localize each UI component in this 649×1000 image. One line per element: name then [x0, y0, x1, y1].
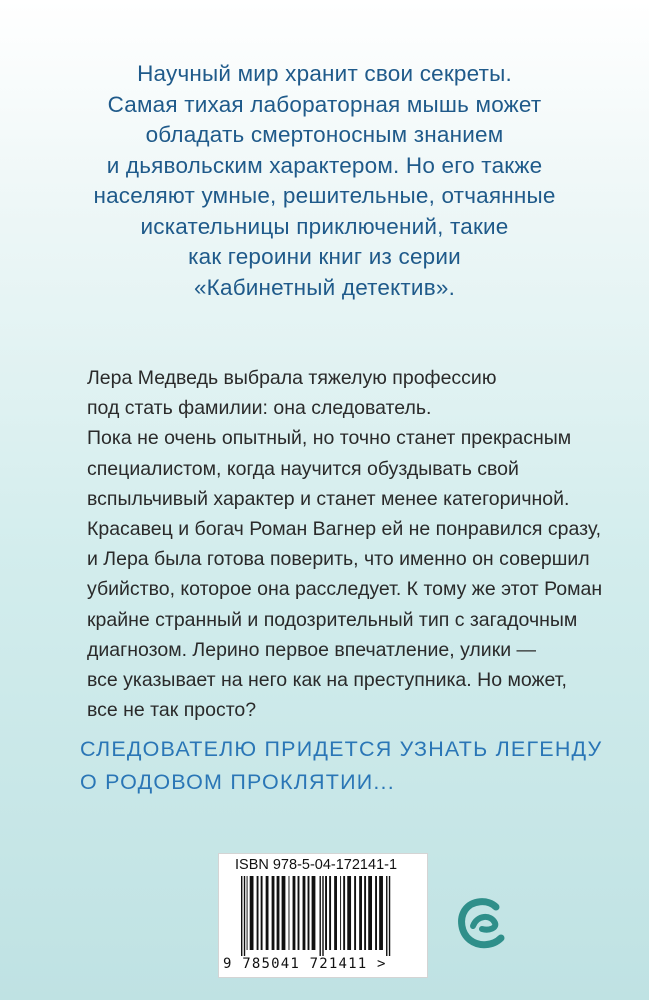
isbn-label: ISBN 978-5-04-172141-1 — [235, 857, 398, 873]
isbn-barcode — [218, 853, 428, 978]
synopsis-line: все не так просто? — [87, 699, 257, 722]
barcode-bar — [277, 876, 280, 950]
barcode-bar — [329, 876, 331, 950]
synopsis-line: Пока не очень опытный, но точно станет прекрасным — [87, 427, 572, 450]
barcode-bar — [250, 876, 254, 950]
barcode-bar — [289, 876, 290, 950]
barcode-bar — [334, 876, 337, 950]
barcode-bar — [244, 876, 245, 956]
barcode-bar — [322, 876, 323, 956]
intro-paragraph — [40, 59, 609, 303]
teaser-line: О РОДОВОМ ПРОКЛЯТИИ... — [80, 770, 395, 794]
barcode-bar — [303, 876, 306, 950]
teaser-line: СЛЕДОВАТЕЛЮ ПРИДЕТСЯ УЗНАТЬ ЛЕГЕНДУ — [80, 737, 603, 761]
barcode-number: 9 785041 721411 > — [223, 956, 387, 972]
barcode-bar — [354, 876, 356, 950]
barcode-bar — [241, 876, 242, 956]
barcode-bar — [298, 876, 300, 950]
barcode-bar — [293, 876, 296, 950]
barcode-bar — [257, 876, 259, 950]
barcode-bar — [347, 876, 351, 950]
barcode-bar — [282, 876, 286, 950]
barcode-bar — [312, 876, 316, 950]
barcode-bar — [320, 876, 321, 956]
barcode-bar — [389, 876, 390, 956]
synopsis-line: убийство, которое она расследует. К тому же этот Роман — [87, 578, 603, 601]
synopsis-line: вспыльчивый характер и станет менее категоричной. — [87, 487, 570, 510]
synopsis-line: диагнозом. Лерино первое впечатление, улики — — [87, 638, 537, 661]
intro-line: обладать смертоносным знанием — [145, 122, 504, 147]
barcode-bar — [364, 876, 366, 950]
barcode-bar — [308, 876, 310, 950]
barcode-bar — [340, 876, 341, 950]
intro-line: искательницы приключений, такие — [140, 213, 509, 239]
synopsis-line: Красавец и богач Роман Вагнер ей не понравился сразу, — [87, 518, 602, 541]
synopsis-line: Лера Медведь выбрала тяжелую профессию — [87, 367, 497, 389]
intro-line: как героини книг из серии — [188, 244, 461, 269]
barcode-bar — [247, 876, 248, 950]
barcode-bar — [386, 876, 387, 956]
synopsis-line: все указывает на него как на преступника. Но может, — [87, 669, 567, 692]
barcode-bar — [266, 876, 269, 950]
intro-line: населяют умные, решительные, отчаянные — [93, 183, 556, 208]
intro-line: «Кабинетный детектив». — [193, 274, 456, 300]
barcode-bar — [261, 876, 263, 950]
publisher-logo-icon — [455, 895, 511, 951]
barcode-bar — [325, 876, 327, 950]
barcode-bar — [359, 876, 362, 950]
synopsis-paragraph — [87, 363, 627, 725]
barcode-bar — [368, 876, 372, 950]
barcode-bars — [239, 876, 407, 956]
intro-line: и дьявольским характером. Но его также — [106, 152, 543, 178]
teaser-tagline — [80, 733, 640, 799]
barcode-bar — [379, 876, 383, 950]
synopsis-line: крайне странный и подозрительный тип с загадочным — [87, 608, 578, 631]
synopsis-line: под стать фамилии: она следователь. — [87, 397, 432, 420]
barcode-bar — [272, 876, 275, 950]
barcode-bar — [375, 876, 377, 950]
synopsis-line: специалистом, когда научится обуздывать свой — [87, 457, 519, 480]
synopsis-line: и Лера была готова поверить, что именно он совершил — [87, 548, 590, 571]
intro-line: Самая тихая лабораторная мышь может — [107, 91, 542, 117]
intro-line: Научный мир хранит свои секреты. — [137, 61, 512, 86]
barcode-bar — [343, 876, 345, 950]
